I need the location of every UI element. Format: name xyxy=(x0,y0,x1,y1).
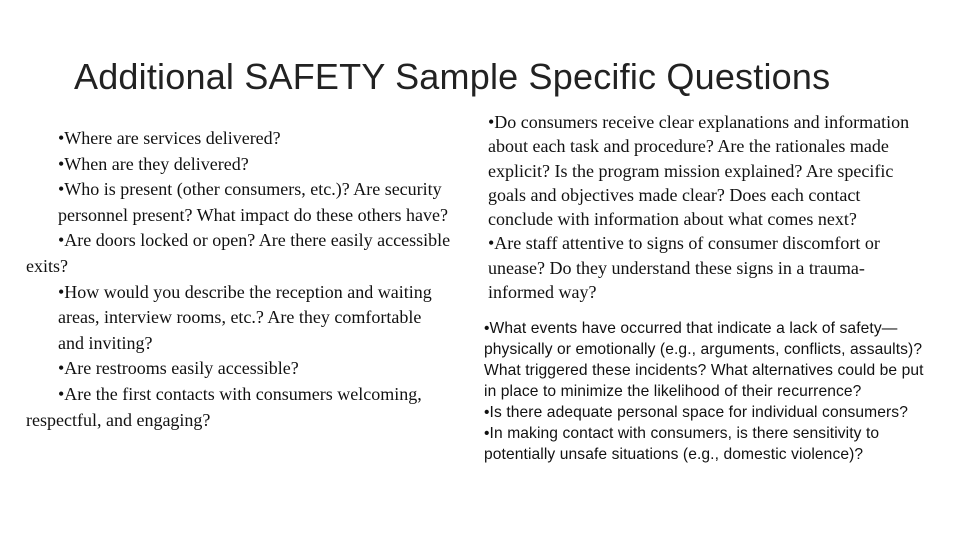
list-item: •Do consumers receive clear explanations and information about each task and procedure? Are the rationales made explicit? Is the program mission explained? Are specific goals and objectives made clear? Does each contact conclude with information about what comes next? xyxy=(488,112,910,230)
list-item: •Are staff attentive to signs of consumer discomfort or unease? Do they understand these signs in a trauma-informed way? xyxy=(488,233,880,303)
list-item: •How would you describe the reception and waiting areas, interview rooms, etc.? Are they comfortable and inviting? xyxy=(58,281,432,353)
list-item: •When are they delivered? xyxy=(58,153,249,174)
list-item: •What events have occurred that indicate a lack of safety—physically or emotionally (e.g., arguments, conflicts, assaults)? What triggered these incidents? What alternatives could be put in place to minimize the likelihood of their recurrence? xyxy=(484,320,924,400)
slide-title: Additional SAFETY Sample Specific Questions xyxy=(74,56,831,97)
left-question-list xyxy=(26,126,451,433)
right-bottom-question-list xyxy=(484,318,924,465)
list-item: •Is there adequate personal space for individual consumers? xyxy=(484,404,908,421)
list-item: •In making contact with consumers, is there sensitivity to potentially unsafe situations (e.g., domestic violence)? xyxy=(484,425,880,463)
right-top-question-list xyxy=(488,110,913,304)
list-item: •Where are services delivered? xyxy=(58,128,281,148)
list-item: •Who is present (other consumers, etc.)? Are security personnel present? What impact do these others have? xyxy=(58,179,449,225)
list-item: •Are restrooms easily accessible? xyxy=(58,358,299,379)
list-item: •Are the first contacts with consumers welcoming, respectful, and engaging? xyxy=(26,383,422,430)
list-item: •Are doors locked or open? Are there easily accessible exits? xyxy=(26,230,451,276)
